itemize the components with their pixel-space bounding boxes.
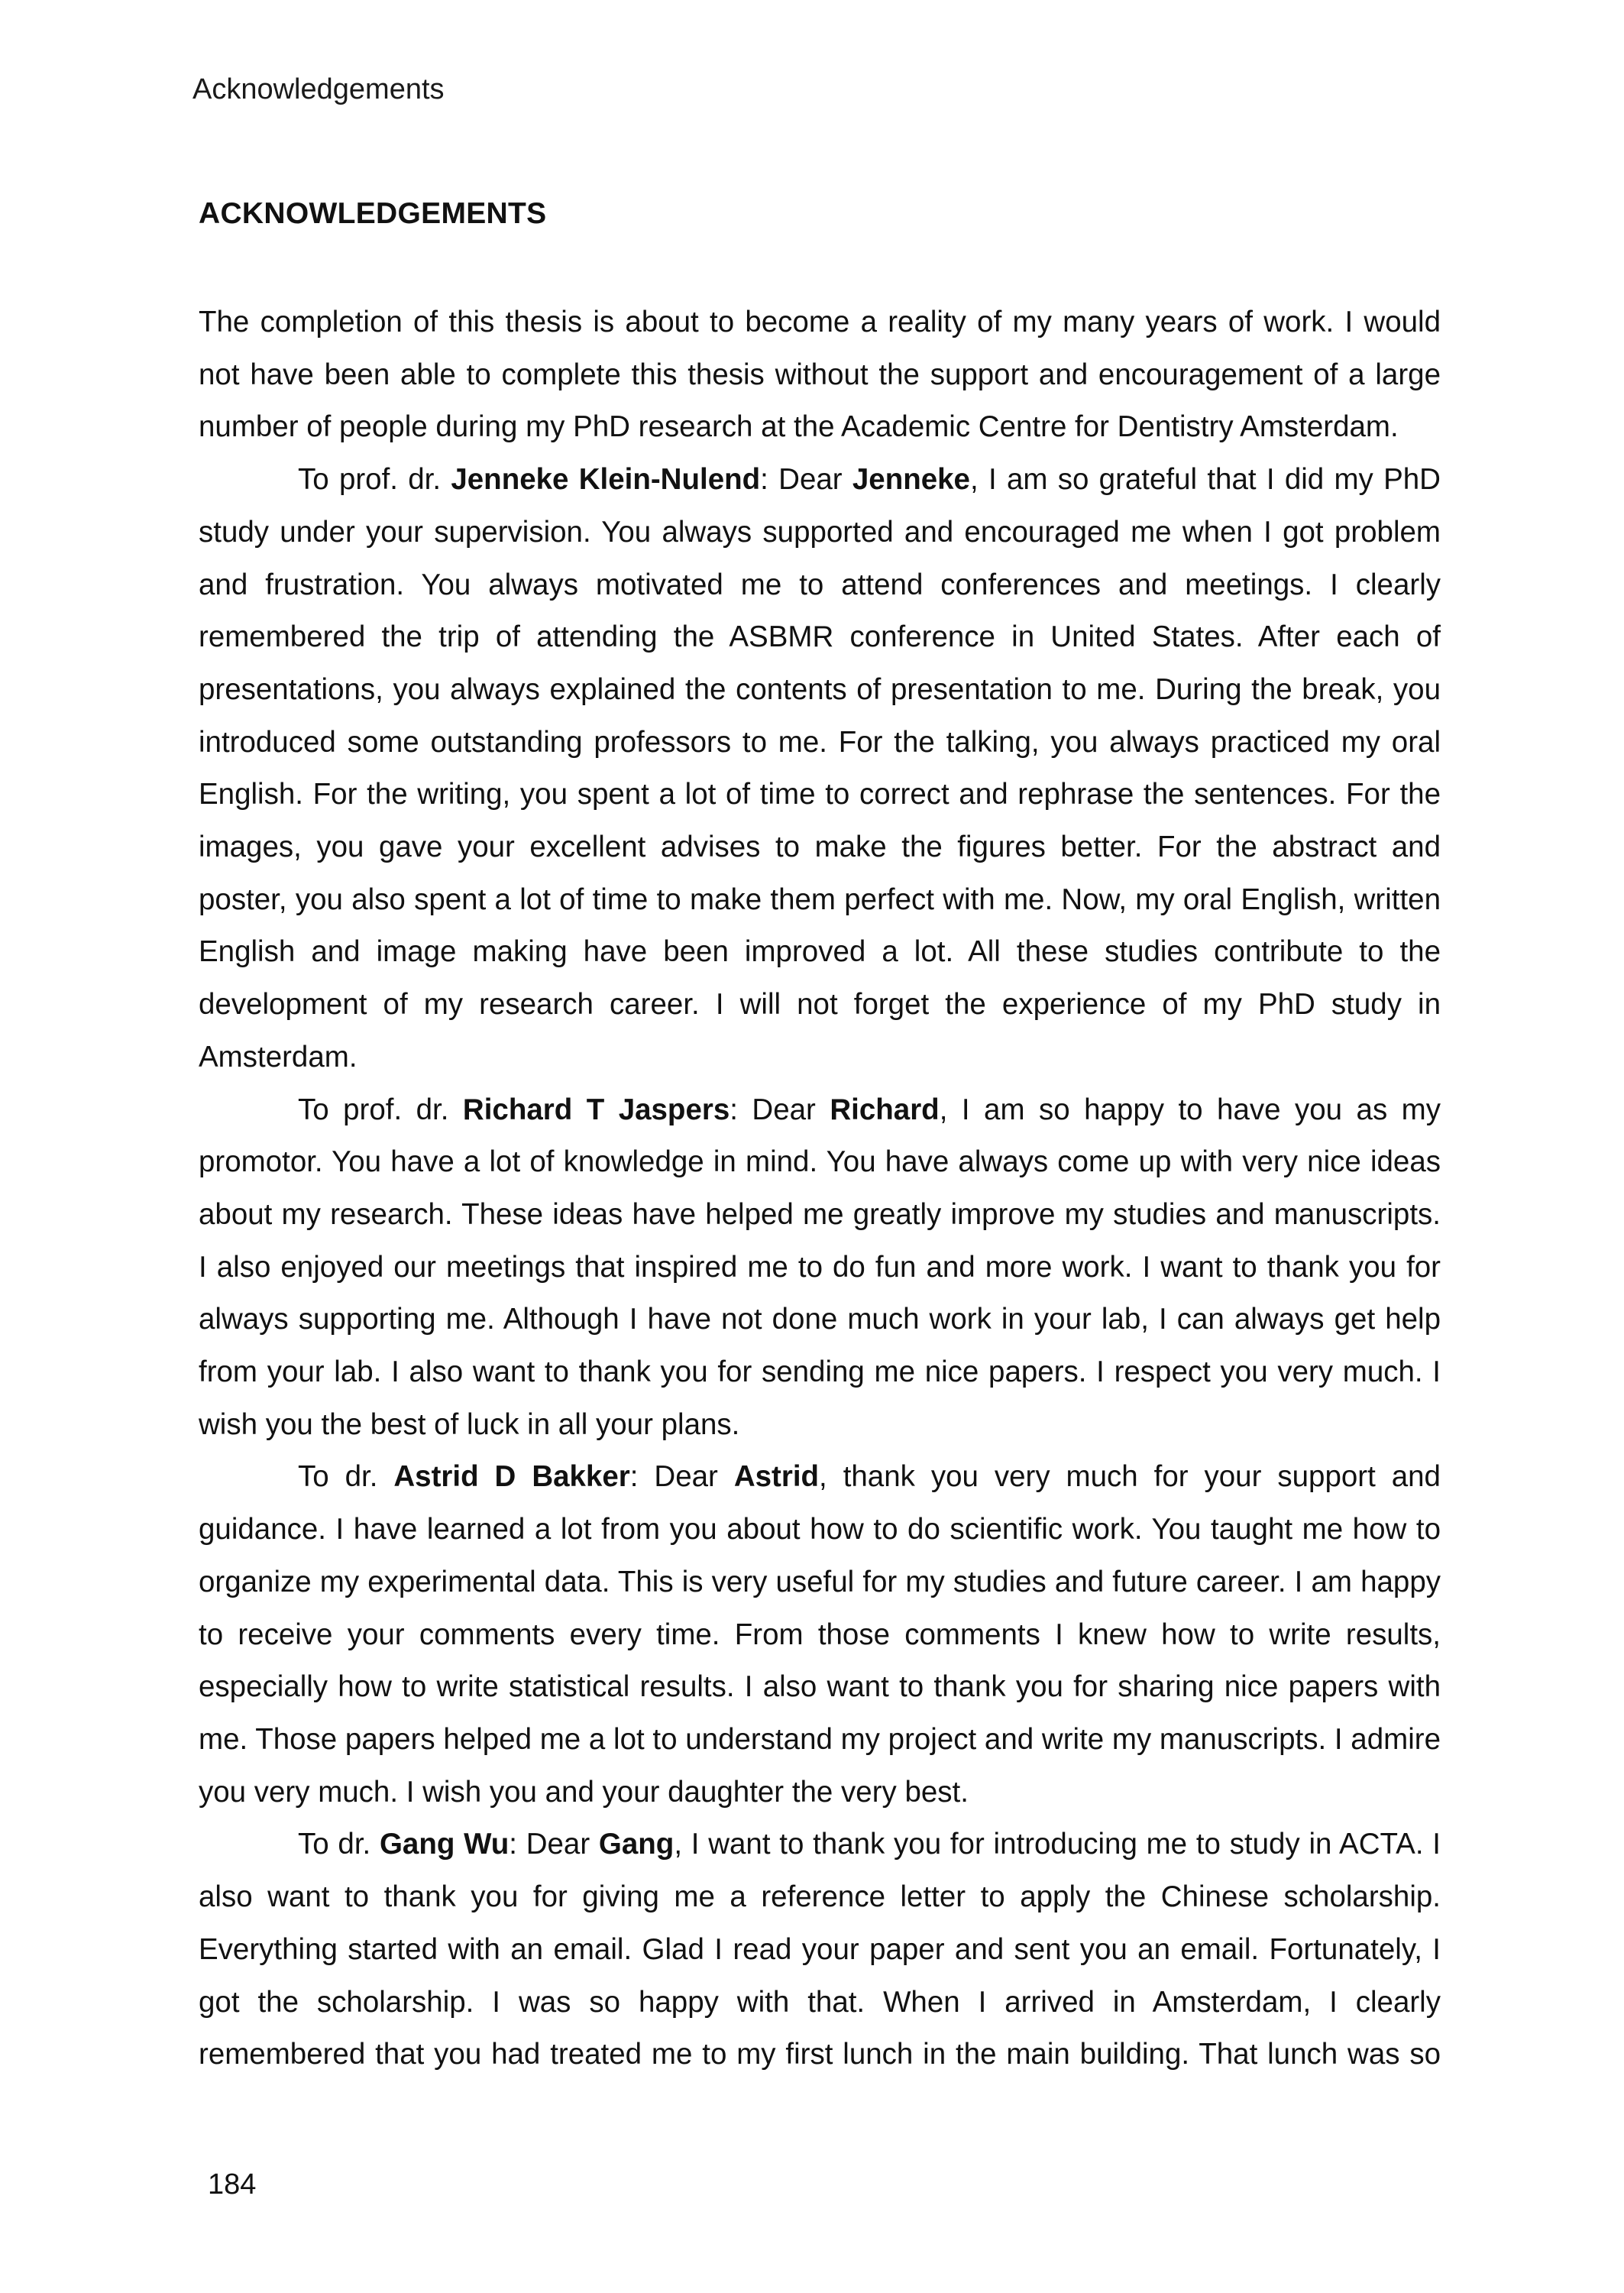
acknowledgements-body — [199, 296, 1441, 2081]
page-number: 184 — [208, 2168, 257, 2201]
paragraph-text: The completion of this thesis is about to become a reality of my many years of work. I would not have been able to complete this thesis without the support and encouragement of a large number of people during my PhD research at the Academic Centre for Dentistry Amsterdam. — [199, 306, 1441, 444]
paragraph-text: To dr. — [298, 1460, 394, 1494]
person-name: Gang Wu — [379, 1828, 510, 1861]
running-header: Acknowledgements — [192, 73, 445, 105]
paragraph-text: , I want to thank you for introducing me to study in ACTA. I also want to thank you for giving me a reference letter to apply the Chinese scholarship. Everything started with an email. Glad I read your paper and sent you an email. Fortunately, I got the scholarship. I was so happy with that. When I arrived in Amsterdam, I clearly remembered that you had treated me to my first lunch in the main building. That lunch was so — [199, 1828, 1441, 2071]
paragraph-text: To prof. dr. — [298, 1093, 463, 1126]
paragraph-text: To prof. dr. — [298, 463, 451, 497]
paragraph-wu — [199, 1819, 1441, 2081]
person-first-name: Gang — [598, 1828, 675, 1861]
person-name: Jenneke Klein-Nulend — [451, 463, 761, 497]
paragraph-text: : Dear — [509, 1828, 599, 1861]
person-first-name: Jenneke — [852, 463, 970, 497]
person-name: Astrid D Bakker — [393, 1460, 630, 1494]
paragraph-klein-nulend — [199, 454, 1441, 1083]
paragraph-text: : Dear — [760, 463, 852, 497]
paragraph-text: : Dear — [730, 1093, 830, 1126]
paragraph-text: , I am so happy to have you as my promotor. You have a lot of knowledge in mind. You have always come up with very nice ideas about my research. These ideas have helped me greatly improve my studies and manuscripts. I also enjoyed our meetings that inspired me to do fun and more work. I want to thank you for always supporting me. Although I have not done much work in your lab, I can always get help from your lab. I also want to thank you for sending me nice papers. I respect you very much. I wish you the best of luck in all your plans. — [199, 1093, 1441, 1441]
paragraph-text: , thank you very much for your support and guidance. I have learned a lot from you about how to do scientific work. You taught me how to organize my experimental data. This is very useful for my studies and future career. I am happy to receive your comments every time. From those comments I knew how to write results, especially how to write statistical results. I also want to thank you for sharing nice papers with me. Those papers helped me a lot to understand my project and write my manuscripts. I admire you very much. I wish you and your daughter the very best. — [199, 1460, 1441, 1809]
paragraph-text: : Dear — [629, 1460, 734, 1494]
person-name: Richard T Jaspers — [462, 1093, 730, 1126]
paragraph-text: , I am so grateful that I did my PhD study under your supervision. You always supported and encouraged me when I got problem and frustration. You always motivated me to attend conferences and meetings. I clearly remembered the trip of attending the ASBMR conference in United States. After each of presentations, you always explained the contents of presentation to me. During the break, you introduced some outstanding professors to me. For the talking, you always practiced my oral English. For the writing, you spent a lot of time to correct and rephrase the sentences. For the images, you gave your excellent advises to make the figures better. For the abstract and poster, you also spent a lot of time to make them perfect with me. Now, my oral English, written English and image making have been improved a lot. All these studies contribute to the development of my research career. I will not forget the experience of my PhD study in Amsterdam. — [199, 463, 1441, 1074]
section-heading: ACKNOWLEDGEMENTS — [199, 197, 547, 230]
paragraph-intro — [199, 296, 1441, 454]
paragraph-text: To dr. — [298, 1828, 380, 1861]
paragraph-bakker — [199, 1451, 1441, 1819]
person-first-name: Astrid — [733, 1460, 820, 1494]
paragraph-jaspers — [199, 1084, 1441, 1452]
person-first-name: Richard — [830, 1093, 940, 1126]
